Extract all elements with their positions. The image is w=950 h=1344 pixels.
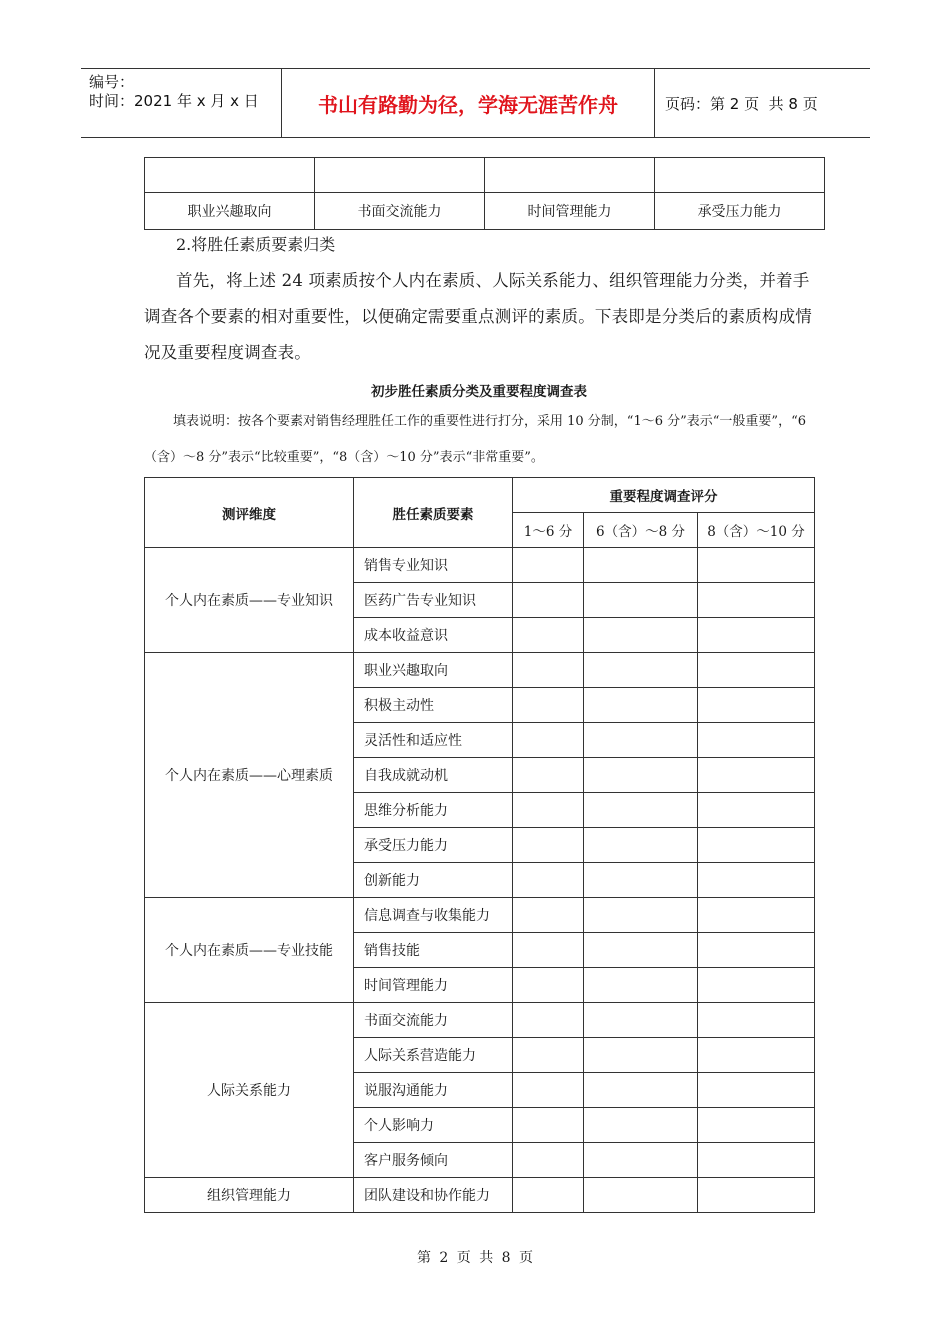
score-input-cell[interactable] [698,688,815,723]
score-input-cell[interactable] [698,758,815,793]
table-row [145,1003,815,1038]
score-input-cell[interactable] [698,583,815,618]
score-input-cell[interactable] [584,583,698,618]
element-cell: 人际关系营造能力 [354,1038,513,1073]
score-input-cell[interactable] [513,548,584,583]
score-input-cell[interactable] [513,1003,584,1038]
table-cell [655,158,825,193]
element-cell: 书面交流能力 [354,1003,513,1038]
score-input-cell[interactable] [584,653,698,688]
page-header [81,68,870,138]
element-cell: 自我成就动机 [354,758,513,793]
table-row [145,1178,815,1213]
score-range: 1～6 分 [513,513,584,548]
element-cell: 创新能力 [354,863,513,898]
score-input-cell[interactable] [584,793,698,828]
section-body: 首先，将上述 24 项素质按个人内在素质、人际关系能力、组织管理能力分类，并着手调查各个要素的相对重要性，以便确定需要重点测评的素质。下表即是分类后的素质构成情况及重要程度调查表。 [144,271,812,362]
section-heading: 2.将胜任素质要素归类 [176,235,336,254]
dimension-cell: 个人内在素质——专业知识 [145,548,354,653]
score-input-cell[interactable] [698,968,815,1003]
element-cell: 说服沟通能力 [354,1073,513,1108]
table-header-row [145,478,815,513]
score-input-cell[interactable] [584,618,698,653]
element-cell: 时间管理能力 [354,968,513,1003]
score-input-cell[interactable] [513,828,584,863]
element-cell: 销售专业知识 [354,548,513,583]
table-cell: 书面交流能力 [315,193,485,230]
survey-table [144,477,815,1213]
score-input-cell[interactable] [584,968,698,1003]
score-input-cell[interactable] [513,1143,584,1178]
score-input-cell[interactable] [513,1178,584,1213]
score-input-cell[interactable] [698,863,815,898]
element-cell: 灵活性和适应性 [354,723,513,758]
score-input-cell[interactable] [513,653,584,688]
element-cell: 信息调查与收集能力 [354,898,513,933]
element-cell: 客户服务倾向 [354,1143,513,1178]
score-range: 6（含）～8 分 [584,513,698,548]
score-input-cell[interactable] [584,758,698,793]
score-input-cell[interactable] [513,1073,584,1108]
header-page-info [665,69,818,137]
score-input-cell[interactable] [698,1073,815,1108]
score-input-cell[interactable] [584,1038,698,1073]
dimension-cell: 个人内在素质——专业技能 [145,898,354,1003]
score-input-cell[interactable] [584,898,698,933]
score-input-cell[interactable] [698,1178,815,1213]
element-cell: 医药广告专业知识 [354,583,513,618]
score-input-cell[interactable] [698,1003,815,1038]
score-input-cell[interactable] [698,793,815,828]
score-input-cell[interactable] [698,653,815,688]
score-input-cell[interactable] [584,933,698,968]
time-label: 时间：2021 年 x 月 x 日 [89,92,259,110]
element-cell: 承受压力能力 [354,828,513,863]
header-divider [654,69,655,137]
score-input-cell[interactable] [698,618,815,653]
score-input-cell[interactable] [698,898,815,933]
header-meta [89,73,259,111]
score-input-cell[interactable] [513,1108,584,1143]
score-input-cell[interactable] [584,1178,698,1213]
score-input-cell[interactable] [584,828,698,863]
dimension-cell: 人际关系能力 [145,1003,354,1178]
page-footer: 第 2 页 共 8 页 [416,1250,534,1266]
table-row [145,193,825,230]
element-cell: 成本收益意识 [354,618,513,653]
score-input-cell[interactable] [698,1143,815,1178]
score-input-cell[interactable] [513,968,584,1003]
score-input-cell[interactable] [698,548,815,583]
table-cell [315,158,485,193]
dimension-cell: 个人内在素质——心理素质 [145,653,354,898]
element-cell: 团队建设和协作能力 [354,1178,513,1213]
score-input-cell[interactable] [513,793,584,828]
score-input-cell[interactable] [584,863,698,898]
table-row [145,158,825,193]
score-input-cell[interactable] [698,933,815,968]
score-input-cell[interactable] [513,723,584,758]
table-cell: 承受压力能力 [655,193,825,230]
score-range: 8（含）～10 分 [698,513,815,548]
score-input-cell[interactable] [584,548,698,583]
element-cell: 职业兴趣取向 [354,653,513,688]
dimension-cell: 组织管理能力 [145,1178,354,1213]
table-row [145,548,815,583]
element-cell: 个人影响力 [354,1108,513,1143]
element-cell: 销售技能 [354,933,513,968]
table-row [145,653,815,688]
table-cell [145,158,315,193]
score-input-cell[interactable] [698,1038,815,1073]
score-input-cell[interactable] [698,1108,815,1143]
score-input-cell[interactable] [698,828,815,863]
continuation-table [144,157,825,230]
table-cell: 职业兴趣取向 [145,193,315,230]
score-input-cell[interactable] [584,688,698,723]
header-dimension: 测评维度 [145,478,354,548]
element-cell: 积极主动性 [354,688,513,723]
page-info-text: 页码：第 2 页 共 8 页 [665,94,818,113]
score-input-cell[interactable] [584,1108,698,1143]
score-input-cell[interactable] [513,758,584,793]
score-input-cell[interactable] [584,1143,698,1178]
number-label: 编号： [89,73,135,91]
header-motto: 书山有路勤为径，学海无涯苦作舟 [318,92,618,117]
score-input-cell[interactable] [584,723,698,758]
header-element: 胜任素质要素 [354,478,513,548]
score-input-cell[interactable] [513,688,584,723]
fill-note: 填表说明：按各个要素对销售经理胜任工作的重要性进行打分，采用 10 分制，“1～6 分”表示“一般重要”，“6（含）～8 分”表示“比较重要”，“8（含）～10 分”表示“非常重要”。 [144,414,806,465]
table-cell [485,158,655,193]
score-input-cell[interactable] [513,1038,584,1073]
table-row [145,898,815,933]
score-input-cell[interactable] [513,898,584,933]
score-input-cell[interactable] [513,863,584,898]
score-input-cell[interactable] [698,723,815,758]
score-input-cell[interactable] [584,1003,698,1038]
score-input-cell[interactable] [513,933,584,968]
table-cell: 时间管理能力 [485,193,655,230]
score-input-cell[interactable] [513,583,584,618]
score-input-cell[interactable] [513,618,584,653]
table-caption: 初步胜任素质分类及重要程度调查表 [371,384,587,400]
header-score: 重要程度调查评分 [513,478,815,513]
score-input-cell[interactable] [584,1073,698,1108]
element-cell: 思维分析能力 [354,793,513,828]
